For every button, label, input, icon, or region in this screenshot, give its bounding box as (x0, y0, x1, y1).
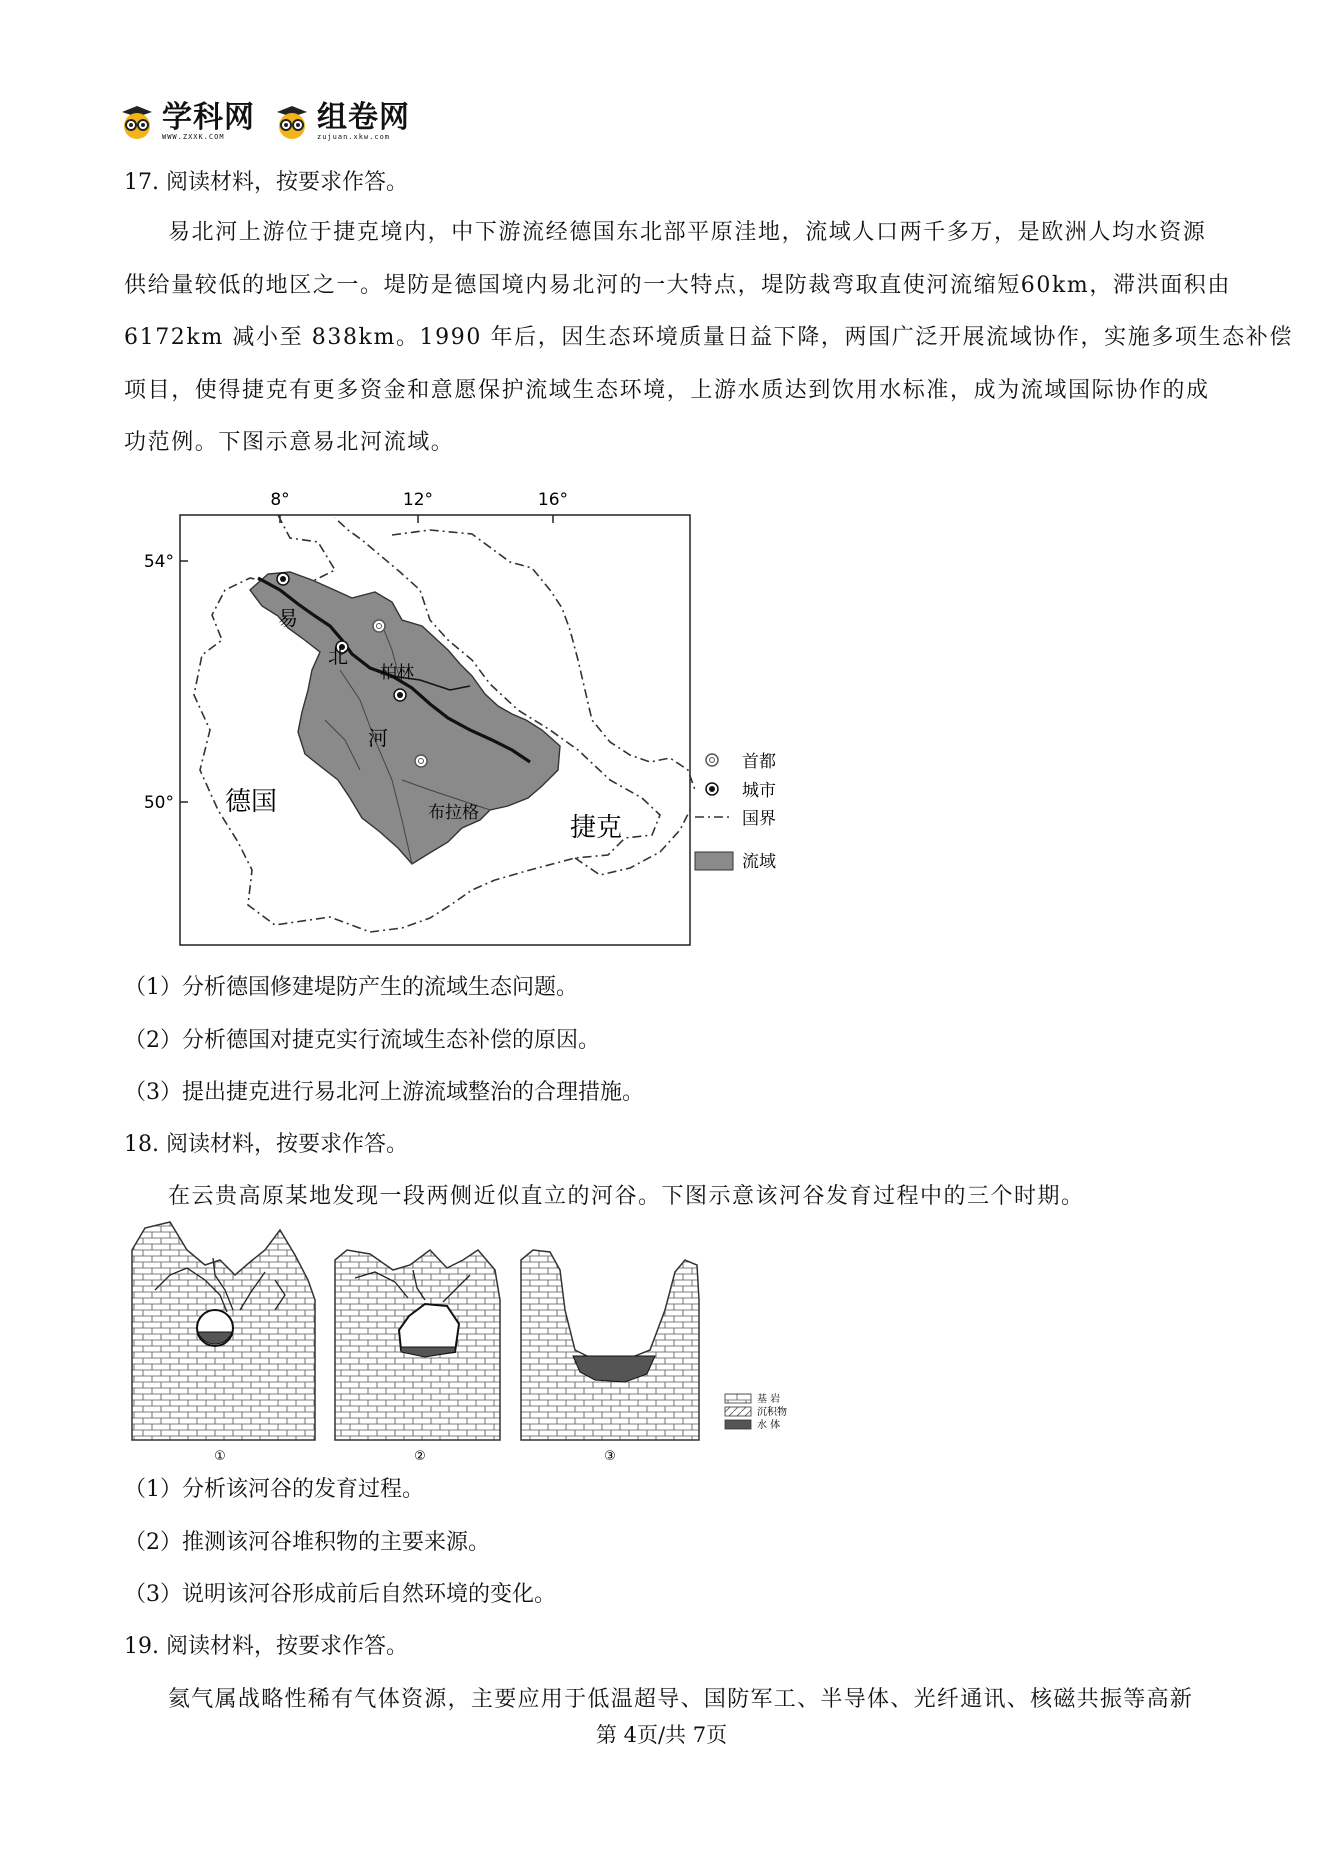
legend-label: 城市 (742, 781, 776, 801)
country-label: 捷克 (570, 813, 623, 843)
lat-label: 50° (143, 793, 174, 813)
lon-label: 8° (270, 490, 290, 510)
xuekewang-logo[interactable] (118, 100, 255, 141)
page-number: 第 4页/共 7页 (595, 1723, 728, 1747)
lat-label: 54° (143, 552, 174, 572)
valley-legend (725, 1392, 787, 1431)
q18-intro: 在云贵高原某地发现一段两侧近似直立的河谷。下图示意该河谷发育过程中的三个时期。 (168, 1184, 1085, 1209)
logo-name: 组卷网 (317, 100, 410, 135)
q17-question-3: （3）提出捷克进行易北河上游流域整治的合理措施。 (124, 1080, 644, 1105)
stage-2-panel (335, 1250, 500, 1464)
legend-label: 国界 (742, 809, 776, 829)
q18-question-1: （1）分析该河谷的发育过程。 (124, 1477, 424, 1502)
paragraph-line: 6172km 减小至 838km。1990 年后，因生态环境质量日益下降，两国广泛开展流域协作，实施多项生态补偿 (124, 325, 1293, 350)
stage-label: ③ (604, 1449, 616, 1464)
river-label: 河 (368, 726, 388, 750)
paragraph-line: 项目，使得捷克有更多资金和意愿保护流域生态环境，上游水质达到饮用水标准，成为流域国际协作的成 (124, 377, 1210, 403)
legend-label: 首都 (742, 752, 776, 772)
stage-3-panel (521, 1250, 699, 1464)
legend-label: 沉积物 (757, 1407, 787, 1418)
capital-label: 柏林 (380, 663, 414, 683)
owl-icon (118, 104, 156, 140)
q17-title: 17. 阅读材料，按要求作答。 (124, 170, 408, 195)
elbe-basin-map (130, 480, 810, 960)
logo-url: WWW.ZXXK.COM (162, 133, 225, 141)
river-label: 北 (328, 644, 348, 668)
valley-evolution-figure (125, 1220, 825, 1470)
stage-1-panel (132, 1222, 315, 1464)
logo-url: zujuan.xkw.com (317, 133, 391, 141)
legend-label: 基 岩 (757, 1394, 781, 1405)
q17-question-1: （1）分析德国修建堤防产生的流域生态问题。 (124, 975, 578, 1000)
q18-question-2: （2）推测该河谷堆积物的主要来源。 (124, 1530, 490, 1555)
map-legend (695, 752, 776, 872)
logo-name: 学科网 (162, 100, 255, 135)
lon-label: 16° (537, 490, 569, 510)
capital-label: 布拉格 (428, 803, 479, 823)
q17-paragraph (124, 207, 1293, 470)
paragraph-line: 易北河上游位于捷克境内，中下游流经德国东北部平原洼地，流域人口两千多万，是欧洲人均水资源 (168, 220, 1207, 245)
stage-label: ② (414, 1449, 426, 1464)
q18-title: 18. 阅读材料，按要求作答。 (124, 1132, 408, 1157)
q18-question-3: （3）说明该河谷形成前后自然环境的变化。 (124, 1582, 556, 1607)
country-label: 德国 (225, 787, 278, 817)
q19-title: 19. 阅读材料，按要求作答。 (124, 1634, 408, 1659)
header-logos (118, 98, 410, 146)
paragraph-line: 供给量较低的地区之一。堤防是德国境内易北河的一大特点，堤防裁弯取直使河流缩短60km，滞洪面积由 (124, 272, 1231, 298)
q19-paragraph: 氦气属战略性稀有气体资源，主要应用于低温超导、国防军工、半导体、光纤通讯、核磁共振等高新 (168, 1687, 1194, 1712)
zujuanwang-logo[interactable] (273, 100, 410, 141)
owl-icon (273, 104, 311, 140)
legend-label: 流域 (742, 852, 776, 872)
stage-label: ① (214, 1449, 226, 1464)
legend-label: 水 体 (757, 1420, 781, 1431)
paragraph-line: 功范例。下图示意易北河流域。 (124, 430, 455, 455)
lon-label: 12° (402, 490, 434, 510)
q17-question-2: （2）分析德国对捷克实行流域生态补偿的原因。 (124, 1028, 600, 1053)
river-label: 易 (278, 606, 298, 630)
